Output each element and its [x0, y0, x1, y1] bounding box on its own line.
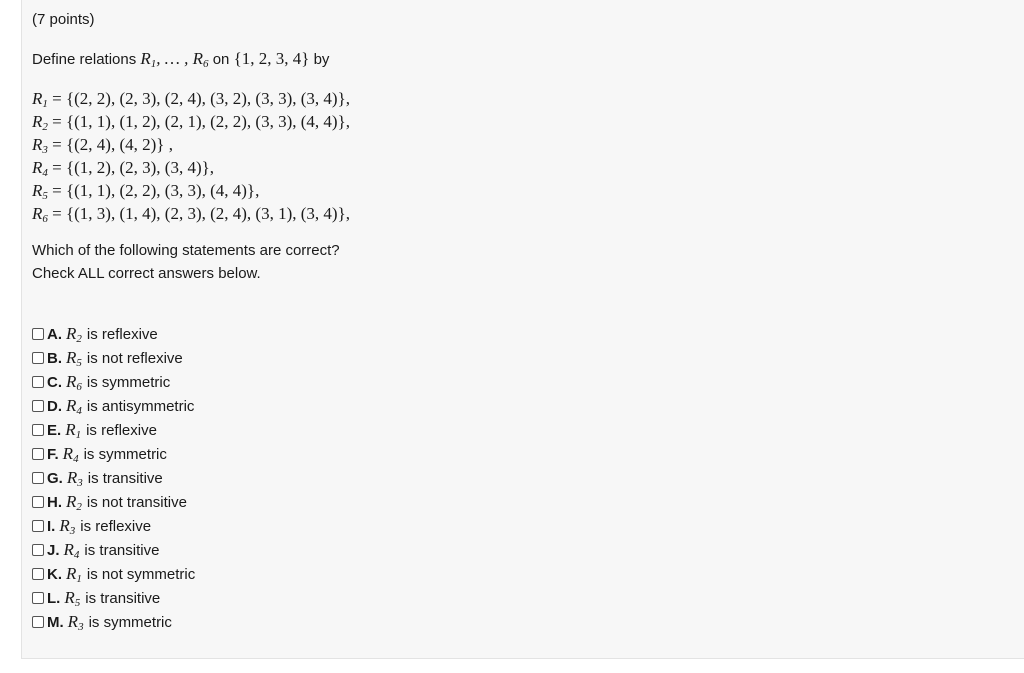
question-text: [32, 239, 340, 285]
relation-set: {(1, 1), (2, 2), (3, 3), (4, 4)},: [65, 181, 260, 200]
option-letter: H.: [47, 493, 62, 511]
option-letter: G.: [47, 469, 63, 487]
option-text: is reflexive: [80, 517, 152, 535]
option-text: is not reflexive: [86, 349, 183, 367]
option-letter: B.: [47, 349, 62, 367]
answer-options: [32, 322, 195, 634]
checkbox[interactable]: [32, 328, 44, 340]
option-relation: $R_4$: [63, 539, 80, 561]
relation-symbol: $R_2$: [32, 112, 48, 133]
define-prefix: Define relations: [32, 51, 137, 68]
option-text: is not transitive: [86, 493, 187, 511]
option-letter: I.: [47, 517, 56, 535]
relation-symbol: $R_4$: [32, 158, 48, 179]
checkbox[interactable]: [32, 568, 44, 580]
answer-option[interactable]: [32, 610, 195, 634]
option-relation: $R_2$: [66, 323, 82, 345]
relation-set: {(1, 1), (1, 2), (2, 1), (2, 2), (3, 3), (4, 4)},: [65, 112, 350, 131]
answer-option[interactable]: [32, 514, 195, 538]
checkbox[interactable]: [32, 376, 44, 388]
definition-line: [32, 49, 329, 70]
question-prompt: Which of the following statements are correct?: [32, 242, 340, 259]
option-relation: $R_4$: [66, 395, 82, 417]
checkbox[interactable]: [32, 544, 44, 556]
option-relation: $R_5$: [66, 347, 82, 369]
answer-option[interactable]: [32, 562, 195, 586]
relation-definition: $R_6 = \{(1$, 3), (1, 4), (2, 3), (2, 4), (3, 1), (3, 4)},: [32, 204, 350, 225]
answer-option[interactable]: [32, 418, 195, 442]
question-panel: [21, 0, 1024, 659]
option-relation: $R_6$: [66, 371, 82, 393]
option-text: is symmetric: [83, 445, 167, 463]
checkbox[interactable]: [32, 520, 44, 532]
relation-set: {(2, 2), (2, 3), (2, 4), (3, 2), (3, 3), (3, 4)},: [65, 89, 350, 108]
option-relation: $R_1$: [65, 419, 82, 441]
answer-option[interactable]: [32, 538, 195, 562]
option-letter: M.: [47, 613, 64, 631]
option-relation: $R_5$: [64, 587, 81, 609]
relation-symbol: $R_6$: [32, 204, 48, 225]
answer-option[interactable]: [32, 394, 195, 418]
define-on: on: [212, 51, 230, 68]
checkbox[interactable]: [32, 472, 44, 484]
relation-set: {(2, 4), (4, 2)} ,: [65, 135, 173, 154]
relation-definition: $R_5 = \{(1$, 1), (2, 2), (3, 3), (4, 4)},: [32, 181, 260, 202]
option-text: is reflexive: [86, 325, 158, 343]
relation-definition: $R_2 = \{(1$, 1), (1, 2), (2, 1), (2, 2), (3, 3), (4, 4)},: [32, 112, 350, 133]
answer-option[interactable]: [32, 370, 195, 394]
relation-definition: $R_4 = \{(1$, 2), (2, 3), (3, 4)},: [32, 158, 215, 179]
checkbox[interactable]: [32, 592, 44, 604]
question-instruction: Check ALL correct answers below.: [32, 265, 261, 282]
relation-symbol: $R_3$: [32, 135, 48, 156]
option-letter: C.: [47, 373, 62, 391]
option-relation: $R_2$: [66, 491, 82, 513]
relation-symbol: $R_5$: [32, 181, 48, 202]
relation-definition: $R_3 = \{(2$, 4), (4, 2)} ,: [32, 135, 173, 156]
answer-option[interactable]: [32, 346, 195, 370]
checkbox[interactable]: [32, 352, 44, 364]
answer-option[interactable]: [32, 466, 195, 490]
relation-set: {(1, 2), (2, 3), (3, 4)},: [65, 158, 215, 177]
option-text: is not symmetric: [86, 565, 196, 583]
checkbox[interactable]: [32, 616, 44, 628]
answer-option[interactable]: [32, 442, 195, 466]
option-relation: $R_3$: [66, 467, 83, 489]
answer-option[interactable]: [32, 490, 195, 514]
answer-option[interactable]: [32, 322, 195, 346]
option-letter: K.: [47, 565, 62, 583]
relations-list: [32, 87, 350, 225]
option-letter: D.: [47, 397, 62, 415]
checkbox[interactable]: [32, 448, 44, 460]
option-relation: $R_4$: [62, 443, 79, 465]
option-relation: $R_1$: [66, 563, 82, 585]
option-text: is transitive: [85, 589, 161, 607]
option-text: is transitive: [87, 469, 163, 487]
relation-range: $R_1$, … , $R_6$: [140, 49, 209, 70]
option-text: is reflexive: [86, 421, 157, 439]
option-text: is transitive: [84, 541, 160, 559]
relation-definition: $R_1 = \{(2$, 2), (2, 3), (2, 4), (3, 2), (3, 3), (3, 4)},: [32, 89, 350, 110]
relation-symbol: $R_1$: [32, 89, 48, 110]
relation-set: {(1, 3), (1, 4), (2, 3), (2, 4), (3, 1), (3, 4)},: [65, 204, 350, 223]
option-letter: F.: [47, 445, 59, 463]
option-letter: J.: [47, 541, 60, 559]
option-letter: E.: [47, 421, 62, 439]
points-label: (7 points): [32, 11, 95, 28]
checkbox[interactable]: [32, 400, 44, 412]
option-letter: A.: [47, 325, 62, 343]
define-by: by: [313, 51, 330, 68]
answer-option[interactable]: [32, 586, 195, 610]
checkbox[interactable]: [32, 424, 44, 436]
option-letter: L.: [47, 589, 61, 607]
option-text: is symmetric: [86, 373, 171, 391]
checkbox[interactable]: [32, 496, 44, 508]
domain-set: {1, 2, 3, 4}: [233, 49, 310, 68]
option-relation: $R_3$: [59, 515, 76, 537]
option-text: is antisymmetric: [86, 397, 195, 415]
option-text: is symmetric: [88, 613, 172, 631]
option-relation: $R_3$: [67, 611, 84, 633]
